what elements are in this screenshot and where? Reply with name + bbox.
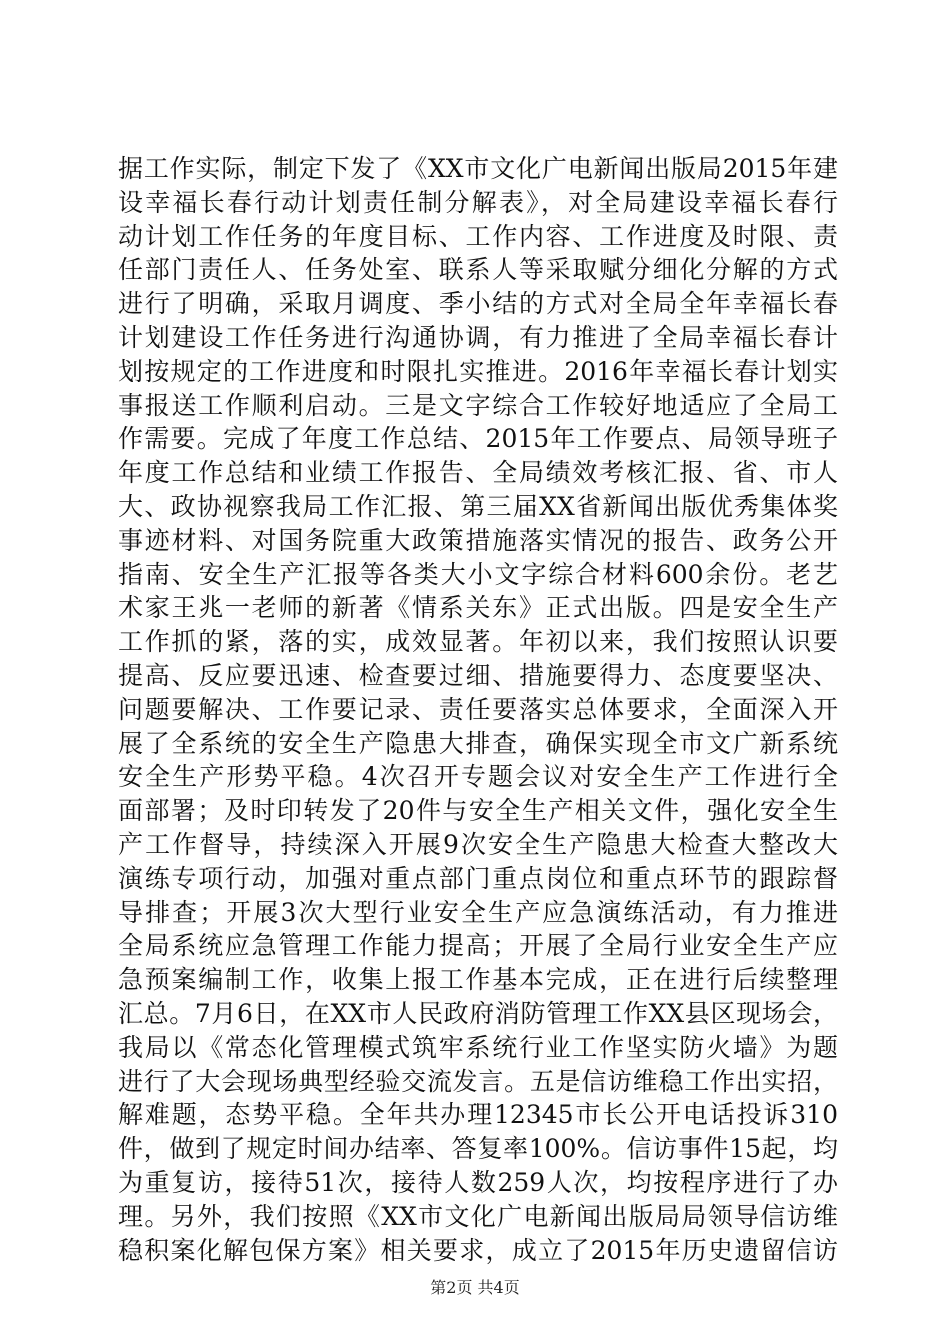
text-line: 演练专项行动，加强对重点部门重点岗位和重点环节的跟踪督 — [118, 863, 838, 893]
text-line: 提高、反应要迅速、检查要过细、措施要得力、态度要坚决、 — [118, 660, 838, 690]
text-line: 安全生产形势平稳。4次召开专题会议对安全生产工作进行全 — [118, 762, 838, 792]
text-line: 面部署；及时印转发了20件与安全生产相关文件，强化安全生 — [118, 796, 838, 826]
text-line: 动计划工作任务的年度目标、工作内容、工作进度及时限、责 — [118, 221, 838, 251]
text-line: 进行了大会现场典型经验交流发言。五是信访维稳工作出实招， — [118, 1066, 838, 1096]
text-line: 导排查；开展3次大型行业安全生产应急演练活动，有力推进 — [118, 897, 838, 927]
text-line: 理。另外，我们按照《XX市文化广电新闻出版局局领导信访维 — [118, 1201, 838, 1231]
text-line: 计划建设工作任务进行沟通协调，有力推进了全局幸福长春计 — [118, 322, 838, 352]
text-line: 任部门责任人、任务处室、联系人等采取赋分细化分解的方式 — [118, 255, 838, 285]
text-line: 作需要。完成了年度工作总结、2015年工作要点、局领导班子 — [118, 424, 838, 454]
text-line: 件，做到了规定时间办结率、答复率100%。信访事件15起，均 — [118, 1134, 838, 1164]
text-line: 工作抓的紧，落的实，成效显著。年初以来，我们按照认识要 — [118, 627, 838, 657]
text-line: 据工作实际，制定下发了《XX市文化广电新闻出版局2015年建 — [118, 154, 838, 183]
text-line: 产工作督导，持续深入开展9次安全生产隐患大检查大整改大 — [118, 829, 838, 859]
text-line: 问题要解决、工作要记录、责任要落实总体要求，全面深入开 — [118, 694, 838, 724]
text-line: 设幸福长春行动计划责任制分解表》，对全局建设幸福长春行 — [118, 187, 838, 217]
text-line: 全局系统应急管理工作能力提高；开展了全局行业安全生产应 — [118, 931, 838, 961]
text-line: 急预案编制工作，收集上报工作基本完成，正在进行后续整理 — [118, 965, 838, 995]
text-line: 术家王兆一老师的新著《情系关东》正式出版。四是安全生产 — [118, 593, 838, 623]
text-line: 事报送工作顺利启动。三是文字综合工作较好地适应了全局工 — [118, 390, 838, 420]
text-line: 事迹材料、对国务院重大政策措施落实情况的报告、政务公开 — [118, 525, 838, 555]
text-line: 我局以《常态化管理模式筑牢系统行业工作坚实防火墙》为题 — [118, 1032, 838, 1062]
text-line: 展了全系统的安全生产隐患大排查，确保实现全市文广新系统 — [118, 728, 838, 758]
text-line: 进行了明确，采取月调度、季小结的方式对全局全年幸福长春 — [118, 289, 838, 319]
text-line: 大、政协视察我局工作汇报、第三届XX省新闻出版优秀集体奖 — [118, 491, 838, 521]
text-line: 稳积案化解包保方案》相关要求，成立了2015年历史遗留信访 — [118, 1235, 838, 1265]
text-line: 解难题，态势平稳。全年共办理12345市长公开电话投诉310 — [118, 1100, 838, 1130]
text-line: 汇总。7月6日，在XX市人民政府消防管理工作XX县区现场会， — [118, 998, 838, 1028]
text-line: 指南、安全生产汇报等各类大小文字综合材料600余份。老艺 — [118, 559, 838, 589]
text-line: 划按规定的工作进度和时限扎实推进。2016年幸福长春计划实 — [118, 356, 838, 386]
text-line: 为重复访，接待51次，接待人数259人次，均按程序进行了办 — [118, 1167, 838, 1197]
text-line: 年度工作总结和业绩工作报告、全局绩效考核汇报、省、市人 — [118, 458, 838, 488]
page-footer: 第2页 共4页 — [430, 1278, 520, 1297]
body-text — [118, 152, 838, 1267]
